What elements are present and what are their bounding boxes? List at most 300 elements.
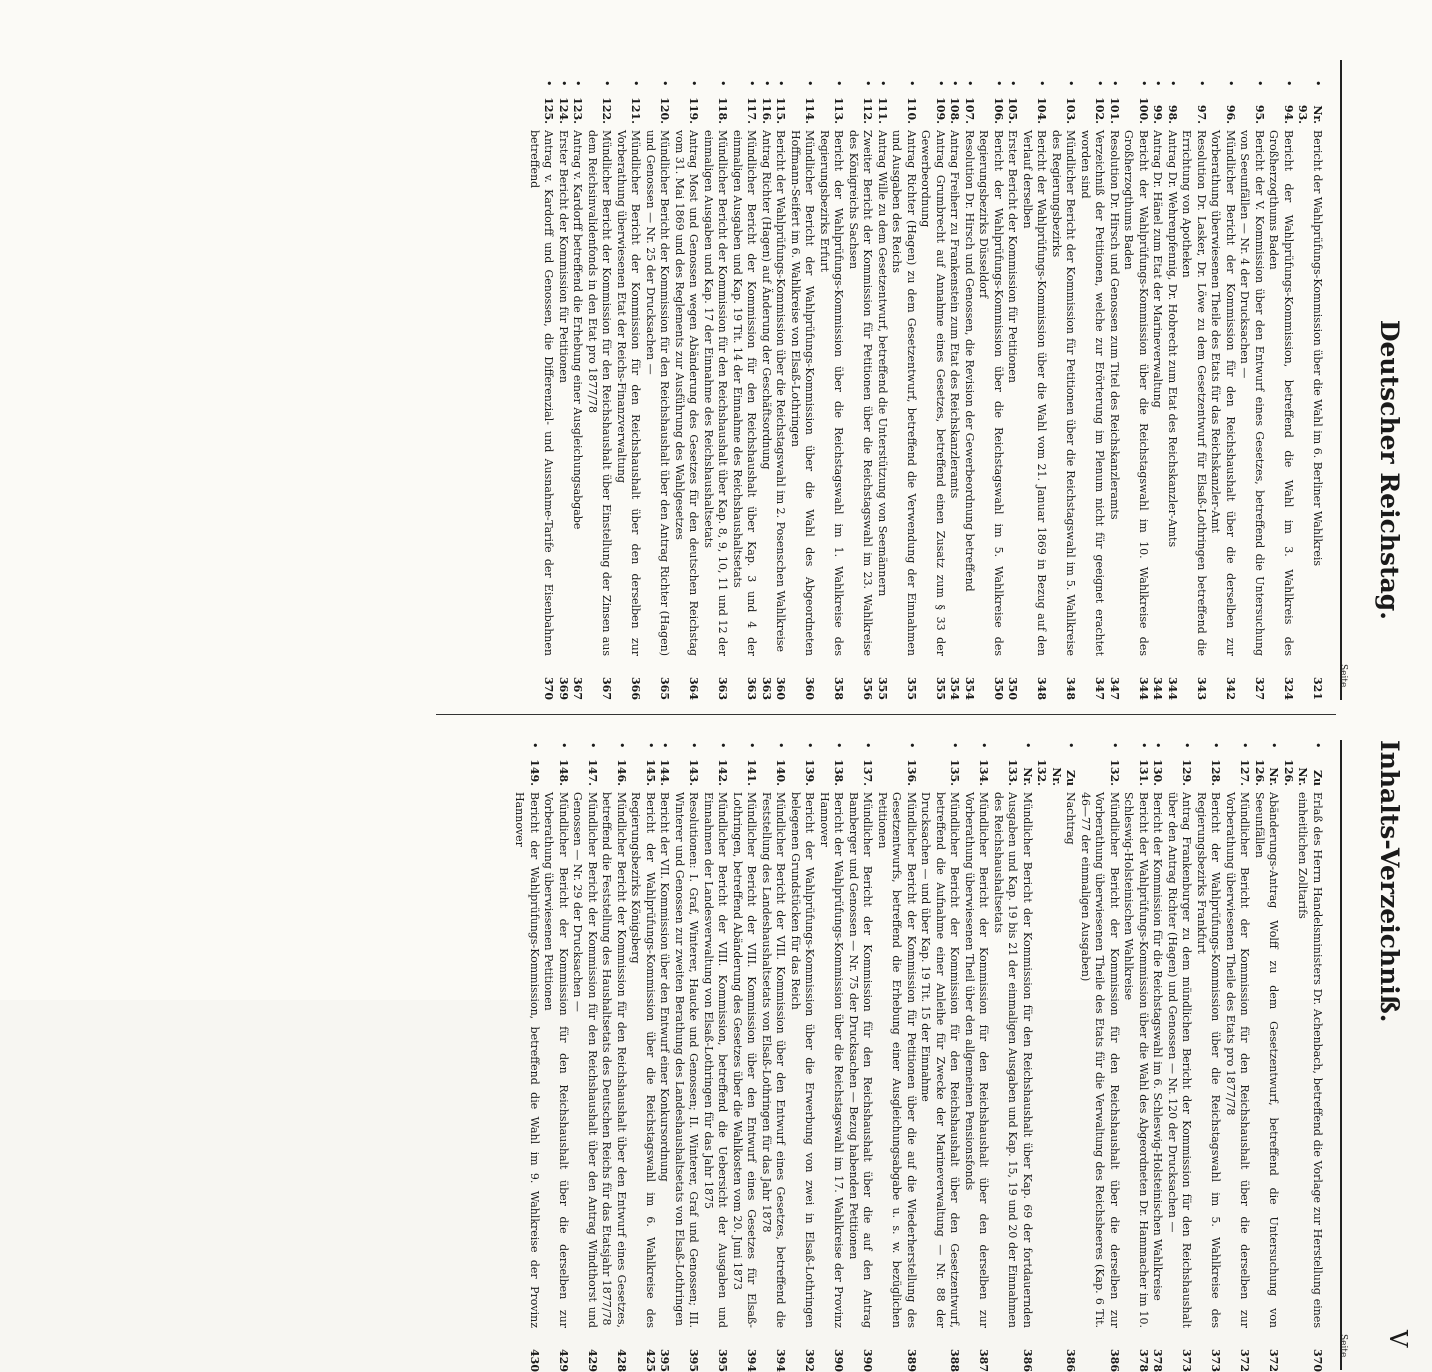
entry-bullet: • (934, 80, 947, 87)
column-divider (436, 714, 1336, 715)
entry-page: 367 (600, 677, 614, 700)
entry-number: 148. (557, 759, 570, 786)
index-entry (1165, 80, 1180, 700)
entry-text: Mündlicher Bericht der Kommission für den Reichshaushalt über die auf den Antrag Bamberger und Genossen — Nr. 75 der Drucksachen — Bezug habenden Petitionen (847, 792, 875, 1328)
entry-text: Bericht der V. Kommission über den Entwurf eines Gesetzes, betreffend die Untersuchung von Seeunfällen — Nr. 4 der Drucksachen — (1238, 130, 1266, 656)
entry-text: Erster Bericht der Kommission für Petitionen (557, 130, 570, 383)
entry-number: 104. (1035, 97, 1049, 124)
entry-text: Mündlicher Bericht der Kommission für den Reichshaushalt über die derselben zur Vorberathung überwiesenen Theile des Etats für das Reichskanzler-Amt (1209, 130, 1237, 656)
entry-number: 123. (571, 97, 585, 124)
entry-page: 370 (542, 677, 556, 700)
entry-text: Mündlicher Bericht der VIII. Kommission über den Entwurf eines Gesetzes für Elsaß-Lothringen, betreffend Abänderung des Gesetzes über die Wahlkosten vom 20. Juni 1873 (731, 792, 759, 1328)
entry-page: 348 (1035, 677, 1049, 700)
index-entry (643, 80, 672, 700)
entry-number: 100. (1137, 97, 1150, 124)
entry-number: 138. (832, 759, 846, 786)
entry-number: 117. (745, 97, 759, 124)
entry-text: Antrag Most und Genossen wegen Abänderung des Gesetzes für den deutschen Reichstag vom 31. Mai 1869 und des Reglements zur Ausführung des Wahlgesetzes (673, 130, 701, 656)
seite-label-left: Seite (1338, 664, 1348, 688)
entry-number: 143. (687, 759, 701, 786)
entry-bullet: • (832, 742, 846, 749)
entry-number: 130. (1151, 759, 1165, 786)
index-entry (918, 80, 947, 700)
entry-page: 429 (557, 1349, 570, 1372)
entry-bullet: • (1064, 742, 1078, 749)
entry-bullet: • (948, 742, 962, 749)
entry-page: 344 (1137, 677, 1150, 700)
entry-number: 131. (1137, 759, 1150, 786)
entry-page: 348 (1064, 677, 1078, 700)
entry-text: Bericht der Wahlprüfungs-Kommission über die Reichstagswahl im 10. Wahlkreise des Großherzogthums Baden (1122, 130, 1150, 656)
entry-text: Mündlicher Bericht der Kommission für den Reichshaushalt über Einstellung der Zinsen aus dem Reichsinvalidenfonds in den Etat pro 1877/78 (586, 130, 614, 656)
entry-bullet: • (948, 80, 962, 87)
header-rule-right (1340, 740, 1342, 1370)
entry-bullet: • (1267, 742, 1281, 749)
entry-page: 347 (1093, 677, 1107, 700)
entry-text: Bericht der VII. Kommission über den Entwurf einer Konkursordnung (658, 792, 672, 1182)
index-entry (1005, 80, 1020, 700)
entry-bullet: • (1195, 80, 1208, 87)
index-entry (1223, 742, 1252, 1372)
entry-number: 132. (1108, 759, 1121, 786)
entry-page: 363 (716, 677, 730, 700)
entry-text: Bericht der Wahlprüfungs-Kommission über die Reichstagswahl im 17. Wahlkreise der Provinz Hannover (818, 792, 846, 1328)
entry-number: 136. (905, 759, 918, 786)
entry-number: 127. (1238, 759, 1252, 786)
entry-page: 395 (687, 1349, 701, 1372)
entry-page: 344 (1151, 677, 1165, 700)
entry-number: 128. (1209, 759, 1223, 786)
entry-number: 107. (963, 97, 976, 124)
entry-text: Resolution Dr. Lasker, Dr. Löwe zu dem Gesetzentwurf für Elsaß-Lothringen betreffend die Errichtung von Apotheken (1180, 130, 1208, 656)
index-entry (585, 80, 614, 700)
entry-text: Bericht der Wahlprüfungs-Kommission, betreffend die Wahl im 9. Wahlkreise der Provinz Hannover (513, 792, 541, 1328)
entry-text: Resolution Dr. Hirsch und Genossen, die Revision der Gewerbeordnung betreffend (963, 130, 976, 592)
index-entry (570, 80, 585, 700)
index-entry (1107, 80, 1122, 700)
entry-text: Antrag Richter (Hagen) auf Änderung der Geschäftsordnung (760, 130, 773, 470)
entry-bullet: • (571, 80, 585, 87)
index-entry (1208, 80, 1237, 700)
entry-bullet: • (1108, 80, 1121, 87)
right-column (512, 742, 1324, 1372)
entry-page: 327 (1253, 677, 1266, 700)
entry-bullet: • (687, 742, 701, 749)
index-entry (541, 742, 570, 1372)
index-entry (1165, 742, 1194, 1372)
entry-bullet: • (1282, 80, 1295, 87)
entry-number: 99. (1151, 104, 1165, 124)
entry-text: Bericht der Wahlprüfungs-Kommission über die Reichstagswahl im 6. Wahlkreise des Regierungsbezirks Königsberg (629, 792, 657, 1328)
entry-bullet: • (658, 742, 672, 749)
index-entry (672, 80, 701, 700)
index-entry (657, 742, 672, 1372)
index-entry (889, 80, 918, 700)
entry-bullet: • (774, 80, 788, 87)
entry-page: 386 (1021, 1349, 1034, 1372)
entry-page: 392 (803, 1349, 817, 1372)
entry-page: 373 (1209, 1349, 1223, 1372)
entry-number: 96. (1224, 104, 1237, 124)
entry-text: Mündlicher Bericht der Kommission für den Reichshaushalt über den Entwurf eines Gesetzes, betreffend die Feststellung des Haushaltsetats des Deutschen Reichs für das Etatsjahr 1877/78 (600, 792, 628, 1328)
index-entry (1281, 742, 1325, 1372)
entry-number: 120. (658, 97, 672, 124)
index-entry (947, 80, 962, 700)
entry-bullet: • (658, 80, 672, 87)
index-entry (1049, 80, 1078, 700)
entry-bullet: • (542, 80, 556, 87)
entry-bullet: • (716, 80, 730, 87)
entry-page: 343 (1195, 677, 1208, 700)
entry-number: 98. (1166, 104, 1179, 124)
entry-text: Mündlicher Bericht der Kommission für Petitionen über die auf die Wiederherstellung des Gesetzentwurfs, betreffend die Erhebung einer Ausgleichungsabgabe u. s. w. bezüglichen Petitionen (876, 792, 918, 1328)
index-entry (759, 742, 788, 1372)
entry-number: 112. (861, 97, 875, 124)
entry-text: Nachtrag (1064, 792, 1078, 845)
entry-bullet: • (1021, 742, 1034, 749)
entry-page: 366 (629, 677, 643, 700)
entry-page: 367 (571, 677, 585, 700)
entry-bullet: • (977, 742, 991, 749)
entry-page: 363 (745, 677, 759, 700)
entry-text: Bericht der Wahlprüfungs-Kommission über die Erwerbung von zwei in Elsaß-Lothringen belegenen Grundstücken für das Reich (789, 792, 817, 1328)
entry-text: Abänderungs-Antrag Wolff zu dem Gesetzentwurf, betreffend die Untersuchung von Seeunfällen (1253, 792, 1281, 1328)
entry-number: 124. (557, 97, 570, 124)
left-column (527, 80, 1325, 700)
entry-page: 395 (716, 1349, 730, 1372)
index-entry (628, 742, 657, 1372)
entry-bullet: • (861, 80, 875, 87)
entry-text: Mündlicher Bericht der Kommission für den Reichshaushalt über den derselben zur Vorberathung überwiesenen Etat der Reichs-Finanzverwaltung (615, 130, 643, 656)
entry-bullet: • (861, 742, 875, 749)
entry-number: 94. (1282, 104, 1295, 124)
entry-page: 369 (557, 677, 570, 700)
entry-number: 97. (1195, 104, 1208, 124)
entry-number: 114. (803, 97, 817, 124)
entry-page: 354 (963, 677, 976, 700)
index-entry (846, 80, 875, 700)
entry-page: 364 (687, 677, 701, 700)
entry-bullet: • (745, 80, 759, 87)
entry-page: 350 (992, 677, 1005, 700)
entry-bullet: • (557, 742, 570, 749)
entry-number: 121. (629, 97, 643, 124)
entry-number: Nr. 93. (1296, 104, 1324, 124)
entry-text: Erlaß des Herrn Handelsministers Dr. Achenbach, betreffend die Vorlage zur Herstellung eines einheitlichen Zolltarifs (1296, 792, 1324, 1328)
entry-text: Mündlicher Bericht der Kommission für den Reichshaushalt über die derselben zur Vorberathung überwiesenen Theile des Etats für die Verwaltung des Reichsheeres (Kap. 6 Tit. 46—77 der einmaligen Ausgaben) (1079, 792, 1121, 1328)
entry-page: 360 (803, 677, 817, 700)
index-entry (962, 742, 991, 1372)
entry-page: 355 (905, 677, 918, 700)
entry-bullet: • (803, 742, 817, 749)
header-rule-left (1340, 60, 1342, 700)
entry-number: Nr. 133. (1006, 759, 1034, 786)
entry-bullet: • (1151, 80, 1165, 87)
entry-page: 370 (1311, 1349, 1324, 1372)
entry-number: 116. (760, 97, 773, 124)
index-entry (1034, 742, 1078, 1372)
entry-page: 321 (1311, 677, 1324, 700)
entry-bullet: • (1209, 742, 1223, 749)
entry-text: Mündlicher Bericht der Kommission für den Reichshaushalt über den derselben zur Vorberathung überwiesenen Theil über den allgemeinen Pensionsfonds (963, 792, 991, 1328)
index-entry (527, 80, 556, 700)
entry-bullet: • (1166, 80, 1179, 87)
entry-page: 428 (615, 1349, 628, 1372)
index-entry (773, 80, 788, 700)
entry-bullet: • (905, 80, 918, 87)
entry-number: 108. (948, 97, 962, 124)
entry-bullet: • (760, 80, 773, 87)
entry-page: 425 (644, 1349, 657, 1372)
entry-page: 430 (528, 1349, 541, 1372)
entry-bullet: • (1064, 80, 1078, 87)
entry-page: 373 (1180, 1349, 1194, 1372)
index-entry (1295, 80, 1324, 700)
entry-bullet: • (1108, 742, 1121, 749)
entry-bullet: • (876, 80, 889, 87)
index-entry (701, 742, 730, 1372)
entry-number: 122. (600, 97, 614, 124)
entry-page: 356 (861, 677, 875, 700)
entry-number: 102. (1093, 97, 1107, 124)
entry-bullet: • (1311, 742, 1324, 749)
entry-page: 372 (1267, 1349, 1281, 1372)
entry-number: 141. (745, 759, 759, 786)
index-entry (1266, 80, 1295, 700)
entry-text: Bericht der Wahlprüfungs-Kommission über die Wahl vom 21. Januar 1869 in Bezug auf den Verlauf derselben (1021, 130, 1049, 656)
index-entry (570, 742, 599, 1372)
index-entry (875, 742, 919, 1372)
entry-bullet: • (1253, 80, 1266, 87)
entry-number: 115. (774, 97, 788, 124)
index-entry (1150, 80, 1165, 700)
entry-bullet: • (1180, 742, 1194, 749)
entry-number: 106. (992, 97, 1005, 124)
entry-bullet: • (716, 742, 730, 749)
entry-text: Bericht der Kommission für die Reichstagswahl im 6. Schleswig-Holsteinischen Wahlkreise (1151, 792, 1165, 1301)
entry-text: Antrag Dr. Wehrenpfennig, Dr. Hobrecht zum Etat des Reichskanzler-Amts (1166, 130, 1179, 548)
index-entry (817, 742, 846, 1372)
index-entry (1237, 80, 1266, 700)
index-entry (672, 742, 701, 1372)
entry-page: 355 (876, 677, 889, 700)
entry-number: 110. (905, 97, 918, 124)
entry-text: Antrag Wille zu dem Gesetzentwurf, betreffend die Unterstützung von Seemännern (876, 130, 889, 597)
entry-bullet: • (615, 742, 628, 749)
entry-number: 134. (977, 759, 991, 786)
entry-text: Mündlicher Bericht der VIII. Kommission über den Entwurf eines Gesetzes, betreffend die Feststellung des Landeshaushaltsetats von Elsaß-Lothringen für das Jahr 1878 (760, 792, 788, 1328)
entry-bullet: • (992, 80, 1005, 87)
entry-text: Resolution Dr. Hirsch und Genossen zum Titel des Reichskanzleramts (1108, 130, 1121, 520)
entry-bullet: • (557, 80, 570, 87)
entry-page: 365 (658, 677, 672, 700)
entry-bullet: • (1238, 742, 1252, 749)
entry-number: 129. (1180, 759, 1194, 786)
entry-page: 394 (745, 1349, 759, 1372)
entry-number: 149. (528, 759, 541, 786)
entry-text: Antrag Freiherr zu Frankenstein zum Etat des Reichskanzleramts (948, 130, 962, 499)
entry-text: Bericht der Wahlprüfungs-Kommission über die Reichstagswahl im 2. Posenschen Wahlkreise (774, 130, 788, 653)
index-entry (1194, 742, 1223, 1372)
entry-bullet: • (629, 80, 643, 87)
index-entry (991, 742, 1035, 1372)
entry-bullet: • (745, 742, 759, 749)
entry-number: 111. (876, 97, 889, 124)
entry-page: 358 (832, 677, 846, 700)
entry-bullet: • (1224, 80, 1237, 87)
entry-bullet: • (774, 742, 788, 749)
entry-text: Erster Bericht der Kommission für Petitionen (1006, 130, 1020, 383)
index-entry (817, 80, 846, 700)
entry-number: 118. (716, 97, 730, 124)
entry-text: Mündlicher Bericht der Kommission für den Reichshaushalt über Kap. 8, 9, 10, 11 und 12 der einmaligen Ausgaben und Kap. 17 der Einnahme des Reichshaushaltsetats (702, 130, 730, 656)
entry-page: 386 (1108, 1349, 1121, 1372)
index-entry (759, 80, 774, 700)
entry-bullet: • (1093, 80, 1107, 87)
entry-text: Mündlicher Bericht der Kommission für den Reichshaushalt über den Antrag Richter (Hagen) und Genossen — Nr. 25 der Drucksachen — (644, 130, 672, 656)
index-entry (875, 80, 890, 700)
entry-bullet: • (832, 80, 846, 87)
entry-text: Bericht der Wahlprüfungs-Kommission über die Wahl im 6. Berliner Wahlkreis (1311, 130, 1324, 567)
entry-text: Bericht der Wahlprüfungs-Kommission über die Wahl des Abgeordneten Dr. Hammacher im 10. Schleswig-Holsteinischen Wahlkreise (1122, 792, 1150, 1328)
entry-page: 363 (760, 677, 773, 700)
entry-text: Antrag Dr. Hänel zum Etat der Marineverwaltung (1151, 130, 1165, 408)
entry-bullet: • (687, 80, 701, 87)
header-right-title: Inhalts-Verzeichniß. (1375, 740, 1405, 1023)
index-entry (730, 80, 759, 700)
entry-bullet: • (600, 80, 614, 87)
entry-bullet: • (1311, 80, 1324, 87)
entry-number: 135. (948, 759, 962, 786)
entry-text: Mündlicher Bericht der Kommission für den Reichshaushalt über Kap. 3 und 4 der einmaligen Ausgaben und Kap. 19 Tit. 14 der Einnahme des Reichshaushaltsetats (731, 130, 759, 656)
entry-page: 324 (1282, 677, 1295, 700)
entry-number: 147. (586, 759, 599, 786)
entry-bullet: • (1006, 80, 1020, 87)
entry-text: Antrag Frankenburger zu dem mündlichen Bericht der Kommission für den Reichshaushalt über den Antrag Richter (Hagen) und Genossen — Nr. 120 der Drucksachen — (1166, 792, 1194, 1328)
entry-text: Mündlicher Bericht der Kommission für den Reichshaushalt über Kap. 69 der fortdauernden Ausgaben und Kap. 19 bis 21 der einmaligen Ausgaben und Kap. 15, 19 und 20 der Einnahmen des Reichshaushaltsetats (992, 792, 1034, 1328)
index-entry (701, 80, 730, 700)
entry-number: 125. (542, 97, 556, 124)
entry-text: Resolutionen: I. Graf, Winterer, Haucke und Genossen; II. Winterer, Graf und Genossen; III. Winterer und Genossen zur zweiten Berathung des Landeshaushaltsetats von Elsaß-Lothringen (673, 792, 701, 1328)
entry-text: Bericht der Wahlprüfungs-Kommission über die Reichstagswahl im 5. Wahlkreise des Regierungsbezirks Düsseldorf (977, 130, 1005, 656)
index-entry (1121, 742, 1150, 1372)
entry-bullet: • (963, 80, 976, 87)
index-entry (1020, 80, 1049, 700)
entry-number: 146. (615, 759, 628, 786)
entry-number: 139. (803, 759, 817, 786)
entry-bullet: • (1137, 742, 1150, 749)
entry-page: 389 (905, 1349, 918, 1372)
entry-page: 429 (586, 1349, 599, 1372)
header-left-title: Deutscher Reichstag. (1375, 319, 1405, 620)
entry-text: Mündlicher Bericht der Kommission für den Reichshaushalt über den Antrag Windthorst und Genossen — Nr. 29 der Drucksachen — (571, 792, 599, 1328)
index-entry (1150, 742, 1165, 1372)
entry-number: 145. (644, 759, 657, 786)
entry-text: Mündlicher Bericht der Kommission für den Reichshaushalt über die derselben zur Vorberathung überwiesenen Petitionen (542, 792, 570, 1328)
entry-text: Verzeichniß der Petitionen, welche zur Erörterung im Plenum nicht für geeignet erachtet worden sind (1079, 130, 1107, 656)
index-entry (1121, 80, 1150, 700)
entry-bullet: • (905, 742, 918, 749)
entry-number: 119. (687, 97, 701, 124)
index-entry (730, 742, 759, 1372)
entry-page: 387 (977, 1349, 991, 1372)
index-entry (846, 742, 875, 1372)
entry-page: 360 (774, 677, 788, 700)
entry-text: Mündlicher Bericht der Kommission für den Reichshaushalt über den Gesetzentwurf, betreffend die Aufnahme einer Anleihe für Zwecke der Marineverwaltung — Nr. 88 der Drucksachen — und über Kap. 19 Tit. 15 der Einnahme (919, 792, 962, 1328)
index-entry (962, 80, 977, 700)
entry-number: Zu Nr. 132. (1035, 759, 1078, 786)
entry-page: 388 (948, 1349, 962, 1372)
entry-text: Zweiter Bericht der Kommission für Petitionen über die Reichstagswahl im 23. Wahlkreise des Königreichs Sachsen (847, 130, 875, 656)
index-entry (599, 742, 628, 1372)
entry-page: 378 (1151, 1349, 1165, 1372)
entry-number: 142. (716, 759, 730, 786)
entry-number: 95. (1253, 104, 1266, 124)
entry-bullet: • (644, 742, 657, 749)
entry-page: 394 (774, 1349, 788, 1372)
entry-text: Mündlicher Bericht der Kommission für Petitionen über die Reichstagswahl im 5. Wahlkreise des Regierungsbezirks (1050, 130, 1078, 656)
entry-page: 342 (1224, 677, 1237, 700)
index-entry (556, 80, 571, 700)
index-entry (1078, 80, 1107, 700)
index-entry (614, 80, 643, 700)
entry-bullet: • (1035, 80, 1049, 87)
entry-page: 390 (861, 1349, 875, 1372)
entry-text: Mündlicher Bericht der Wahlprüfungs-Kommission über die Wahl des Abgeordneten Hoffmann-Seifert im 6. Wahlkreise von Elsaß-Lothringen (789, 130, 817, 656)
entry-page: 344 (1166, 677, 1179, 700)
index-entry (788, 80, 817, 700)
entry-number: Nr. 126. (1253, 759, 1281, 786)
entry-number: 113. (832, 97, 846, 124)
entry-page: 386 (1064, 1349, 1078, 1372)
index-entry (788, 742, 817, 1372)
entry-text: Antrag v. Kardorff und Genossen, die Differenzial- und Ausnahme-Tarife der Eisenbahnen betreffend (528, 130, 556, 656)
entry-text: Bericht der Wahlprüfungs-Kommission über die Reichstagswahl im 1. Wahlkreise des Regierungsbezirks Erfurt (818, 130, 846, 656)
index-entry (976, 80, 1005, 700)
entry-page: 378 (1137, 1349, 1150, 1372)
entry-number: 105. (1006, 97, 1020, 124)
entry-number: 101. (1108, 97, 1121, 124)
entry-page: 372 (1238, 1349, 1252, 1372)
entry-text: Bericht der Wahlprüfungs-Kommission, betreffend die Wahl im 3. Wahlkreis des Großherzogthums Baden (1267, 130, 1295, 656)
entry-number: 144. (658, 759, 672, 786)
entry-bullet: • (1151, 742, 1165, 749)
entry-number: 103. (1064, 97, 1078, 124)
entry-number: 137. (861, 759, 875, 786)
entry-bullet: • (1137, 80, 1150, 87)
entry-number: 109. (934, 97, 947, 124)
entry-bullet: • (803, 80, 817, 87)
entry-text: Mündlicher Bericht der VIII. Kommission, betreffend die Uebersicht der Ausgaben und Einnahmen der Landesverwaltung von Elsaß-Lothringen für das Jahr 1875 (702, 792, 730, 1328)
entry-page: 355 (934, 677, 947, 700)
entry-page: 350 (1006, 677, 1020, 700)
entry-number: Zu Nr. 126. (1282, 759, 1324, 786)
entry-page: 347 (1108, 677, 1121, 700)
entry-page: 395 (658, 1349, 672, 1372)
entry-number: 140. (774, 759, 788, 786)
index-entry (1078, 742, 1122, 1372)
index-entry (1252, 742, 1281, 1372)
index-entry (1179, 80, 1208, 700)
entry-bullet: • (528, 742, 541, 749)
page-number: V (1384, 1330, 1412, 1348)
entry-text: Bericht der Wahlprüfungs-Kommission über die Reichstagswahl im 5. Wahlkreise des Regierungsbezirks Frankfurt (1195, 792, 1223, 1328)
entry-text: Antrag v. Kardorff betreffend die Erhebung einer Ausgleichungsabgabe (571, 130, 585, 530)
entry-text: Antrag Grumbrecht auf Annahme eines Gesetzes, betreffend einen Zusatz zum § 33 der Gewerbeordnung (919, 130, 947, 656)
index-entry (918, 742, 962, 1372)
entry-page: 390 (832, 1349, 846, 1372)
entry-bullet: • (586, 742, 599, 749)
